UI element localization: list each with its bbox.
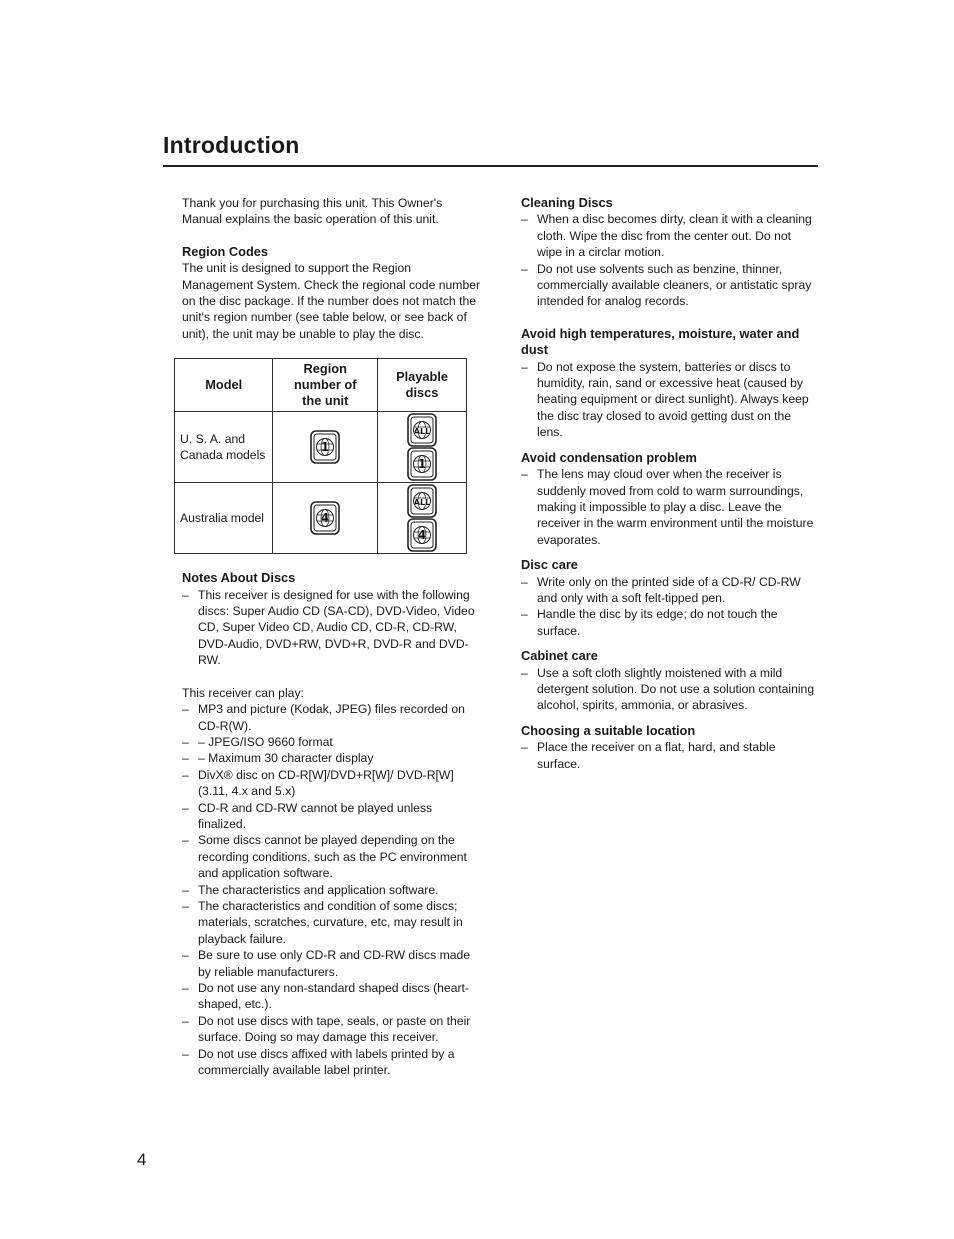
page-title: Introduction — [163, 132, 300, 158]
playable-discs-cell — [378, 412, 467, 483]
header-model: Model — [175, 359, 273, 412]
table-row — [175, 412, 467, 483]
svg-text:1: 1 — [417, 457, 427, 472]
list-continuation — [182, 898, 482, 947]
model-cell: Australia model — [175, 483, 273, 554]
list-item: – Do not use any non-standard shaped discs (heart-shaped, etc.). — [182, 980, 482, 1013]
list-item: – Do not expose the system, batteries or discs to humidity, rain, sand or excessive heat (caused by heating equipment or direct sunlight). Always keep the disc tray closed to avoid getting dust on the lens. — [521, 359, 819, 441]
list-continuation — [182, 882, 482, 898]
list-item: – When a disc becomes dirty, clean it with a cleaning cloth. Wipe the disc from the center out. Do not wipe in a circlar motion. — [521, 211, 819, 260]
region-all-icon — [407, 484, 437, 518]
svg-text:ALL: ALL — [413, 498, 431, 508]
list-item: – Some discs cannot be played depending on the recording conditions, such as the PC environment and application software. — [182, 832, 482, 881]
list-item: – Write only on the printed side of a CD-R/ CD-RW and only with a soft felt-tipped pen. — [521, 574, 819, 607]
list-item: – CD-R and CD-RW cannot be played unless finalized. — [182, 800, 482, 833]
list-continuation-text: The characteristics and application software. — [198, 882, 439, 897]
can-play-text: This receiver can play: — [182, 685, 304, 700]
notes-list — [182, 587, 482, 669]
left-column — [182, 195, 482, 1078]
notes-heading: Notes About Discs — [182, 570, 296, 586]
right-column — [521, 195, 819, 772]
svg-text:1: 1 — [321, 440, 330, 455]
list-item: – Do not use solvents such as benzine, thinner, commercially available cleaners, or antistatic spray intended for analog records. — [521, 261, 819, 310]
list-subitem-text: – JPEG/ISO 9660 format — [198, 734, 333, 749]
region-codes-heading: Region Codes — [182, 243, 269, 259]
region-all-icon — [407, 413, 437, 447]
model-cell: U. S. A. and Canada models — [175, 412, 273, 483]
avoid-heat-list — [521, 359, 819, 441]
list-item: – Place the receiver on a flat, hard, and stable surface. — [521, 739, 819, 772]
region-codes-text: The unit is designed to support the Region Management System. Check the regional code number on the disc package. If the number does not match the unit's region number (see table below, or see back of unit), the unit may be unable to play the disc. — [182, 261, 481, 341]
list-item: – Be sure to use only CD-R and CD-RW discs made by reliable manufacturers. — [182, 947, 482, 980]
svg-text:ALL: ALL — [413, 427, 431, 437]
condensation-list — [521, 466, 819, 548]
list-item: – The lens may cloud over when the receiver is suddenly moved from cold to warm surroundings, making it impossible to play a disc. Leave the receiver in the warm environment until the moisture evaporates. — [521, 466, 819, 548]
list-subitem — [182, 734, 482, 750]
playable-discs-cell — [378, 483, 467, 554]
list-item: – Do not use discs affixed with labels printed by a commercially available label printer. — [182, 1046, 482, 1079]
list-subitem — [182, 750, 482, 766]
disc-care-heading: Disc care — [521, 557, 578, 573]
region-table — [174, 358, 467, 554]
can-play-list — [182, 701, 482, 1078]
cleaning-list — [521, 211, 819, 309]
location-heading: Choosing a suitable location — [521, 722, 696, 738]
header-region-number: Region number of the unit — [273, 359, 378, 412]
svg-text:4: 4 — [321, 511, 330, 526]
region-number-cell — [273, 483, 378, 554]
region-4-icon — [407, 518, 437, 552]
location-list — [521, 739, 819, 772]
list-item: – Do not use discs with tape, seals, or paste on their surface. Doing so may damage this receiver. — [182, 1013, 482, 1046]
region-1-icon — [310, 430, 340, 464]
disc-care-list — [521, 574, 819, 640]
list-subitem-text: – Maximum 30 character display — [198, 751, 374, 766]
list-continuation-text: The characteristics and condition of some discs; materials, scratches, curvature, etc, may result in playback failure. — [198, 898, 463, 946]
region-table-header — [175, 359, 467, 412]
list-item: – MP3 and picture (Kodak, JPEG) files recorded on CD-R(W). — [182, 701, 482, 734]
cabinet-care-heading: Cabinet care — [521, 648, 598, 664]
table-row — [175, 483, 467, 554]
condensation-heading: Avoid condensation problem — [521, 449, 697, 465]
cleaning-heading: Cleaning Discs — [521, 195, 613, 210]
list-item: – Use a soft cloth slightly moistened with a mild detergent solution. Do not use a solution containing alcohol, spirits, ammonia, or abrasives. — [521, 665, 819, 714]
region-number-cell — [273, 412, 378, 483]
list-item: – DivX® disc on CD-R[W]/DVD+R[W]/ DVD-R[W](3.11, 4.x and 5.x) — [182, 767, 482, 800]
list-item: – Handle the disc by its edge; do not touch the surface. — [521, 606, 819, 639]
region-4-icon — [310, 501, 340, 535]
region-1-icon — [407, 447, 437, 481]
intro-text: Thank you for purchasing this unit. This Owner's Manual explains the basic operation of this unit. — [182, 196, 443, 227]
cabinet-care-list — [521, 665, 819, 714]
avoid-heat-heading: Avoid high temperatures, moisture, water and dust — [521, 325, 800, 358]
page-number: 4 — [137, 1150, 147, 1169]
list-item: – This receiver is designed for use with the following discs: Super Audio CD (SA-CD), DVD-Video, Video CD, Super Video CD, Audio CD, CD-R, CD-RW, DVD-Audio, DVD+RW, DVD+R, DVD-R and DVD-RW. — [182, 587, 482, 669]
header-playable-discs: Playable discs — [378, 359, 467, 412]
title-divider — [163, 165, 818, 167]
svg-text:4: 4 — [417, 528, 427, 543]
